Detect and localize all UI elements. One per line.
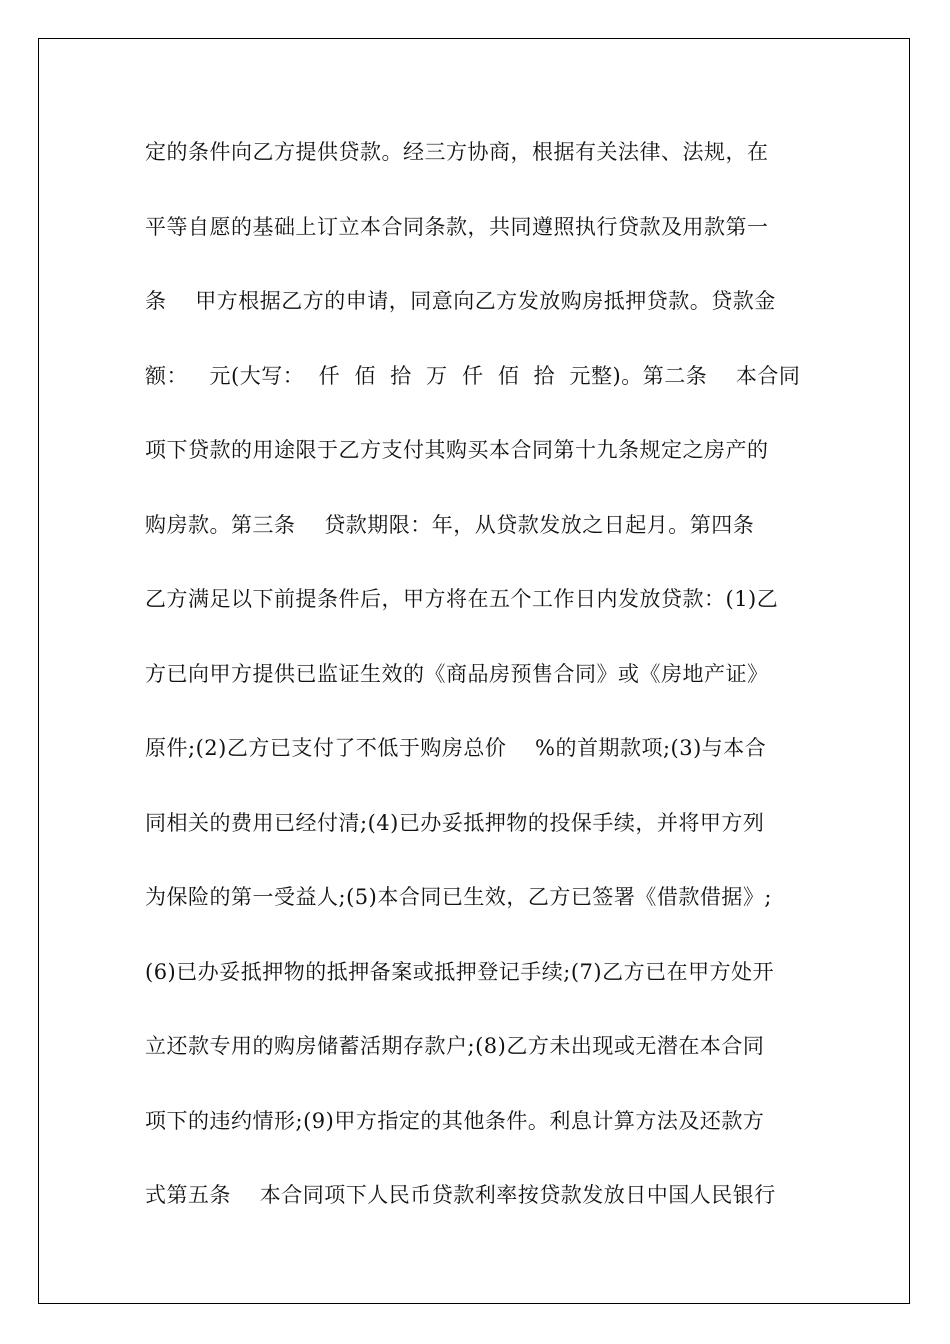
text-line-10: 同相关的费用已经付清;(4)已办妥抵押物的投保手续，并将甲方列 <box>145 810 765 835</box>
text-line-15: 式第五条 本合同项下人民币贷款利率按贷款发放日中国人民银行 <box>145 1183 776 1207</box>
text-line-5: 项下贷款的用途限于乙方支付其购买本合同第十九条规定之房产的 <box>145 438 769 462</box>
text-line-7: 乙方满足以下前提条件后，甲方将在五个工作日内发放贷款：(1)乙 <box>145 587 779 611</box>
text-line-8: 方已向甲方提供已监证生效的《商品房预售合同》或《房地产证》 <box>145 661 769 686</box>
document-body <box>145 128 825 1246</box>
text-line-2: 平等自愿的基础上订立本合同条款，共同遵照执行贷款及用款第一 <box>145 214 769 239</box>
text-line-11: 为保险的第一受益人;(5)本合同已生效，乙方已签署《借款借据》; <box>145 885 772 909</box>
text-line-13: 立还款专用的购房储蓄活期存款户;(8)乙方未出现或无潜在本合同 <box>145 1034 765 1058</box>
text-line-3: 条 甲方根据乙方的申请，同意向乙方发放购房抵押贷款。贷款金 <box>145 289 776 313</box>
text-line-1: 定的条件向乙方提供贷款。经三方协商，根据有关法律、法规，在 <box>145 140 769 164</box>
text-line-9: 原件;(2)乙方已支付了不低于购房总价 %的首期款项;(3)与本合 <box>145 736 767 760</box>
text-line-12: (6)已办妥抵押物的抵押备案或抵押登记手续;(7)乙方已在甲方处开 <box>145 959 775 984</box>
text-line-4: 额： 元(大写： 仟 佰 拾 万 仟 佰 拾 元整)。第二条 本合同 <box>145 363 801 388</box>
text-line-6: 购房款。第三条 贷款期限：年，从贷款发放之日起月。第四条 <box>145 512 755 537</box>
text-line-14: 项下的违约情形;(9)甲方指定的其他条件。利息计算方法及还款方 <box>145 1108 765 1133</box>
